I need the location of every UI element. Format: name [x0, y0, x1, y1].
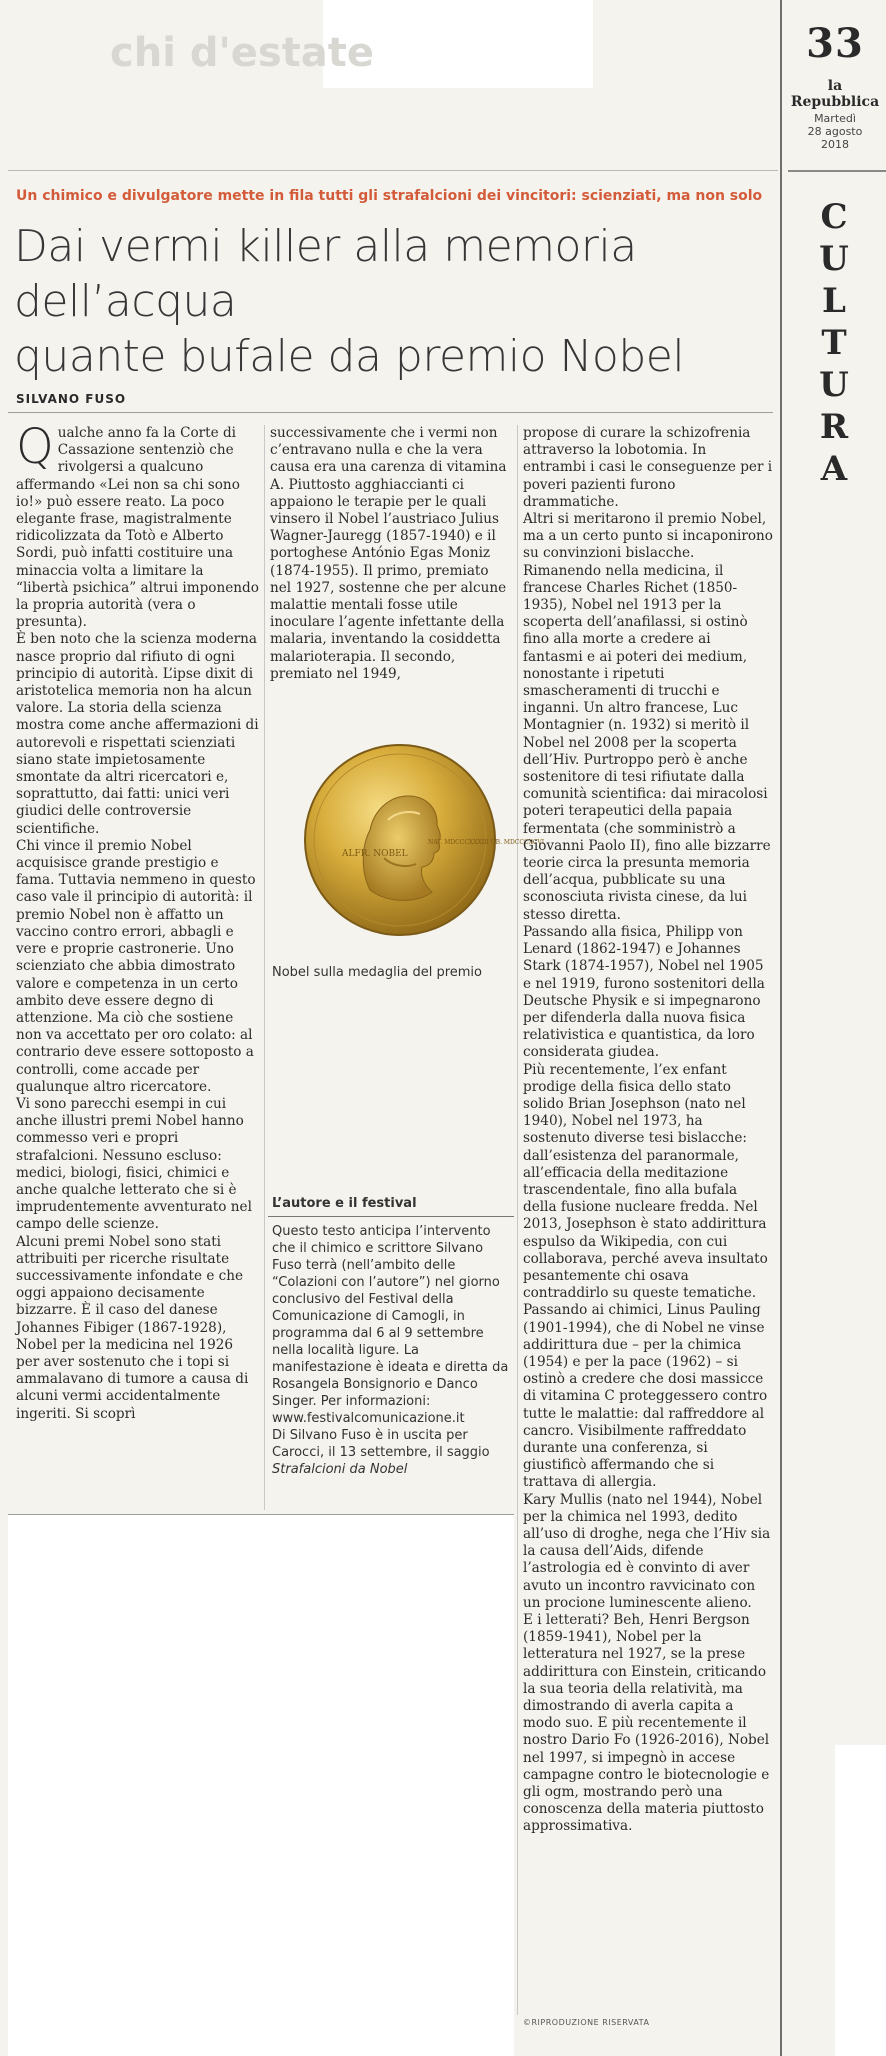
- page-number: 33: [806, 20, 864, 67]
- photo-caption: Nobel sulla medaglia del premio: [272, 965, 482, 980]
- article-byline: SILVANO FUSO: [16, 392, 127, 406]
- paragraph: Più recentemente, l’ex enfant prodige della fisica dello stato solido Brian Josephson (nato nel 1940), Nobel nel 1973, ha sostenuto diverse tesi bislacche: dall’esistenza del paranormale, all’efficacia della meditazione trascendentale, fino alla bufala della fusione nucleare fredda. Nel 2013, Josephson è stato addirittura espulso da Wikipedia, con cui collaborava, perché aveva insultato pesantemente chi osava contraddirlo su queste tematiche.: [523, 1061, 768, 1302]
- paragraph: Passando ai chimici, Linus Pauling (1901-1994), che di Nobel ne vinse addirittura due – per la chimica (1954) e per la pace (1962) – si ostinò a credere che dosi massicce di vitamina C proteggessero contro tutte le malattie: dal raffreddore al cancro. Visibilmente raffreddato durante una conferenza, si giustificò affermando che si trattava di allergia.: [523, 1302, 768, 1491]
- section-letter: R: [819, 407, 851, 447]
- article-column-2: [270, 425, 514, 683]
- previous-page-heading-ghost: chi d'estate: [110, 30, 375, 76]
- nobel-medal-photo: [300, 740, 545, 940]
- column-divider: [264, 425, 265, 1510]
- medal-inscription-left: ALFR. NOBEL: [342, 849, 408, 859]
- nobel-medal-image: [300, 740, 545, 940]
- issue-year: 2018: [821, 138, 849, 151]
- info-box-title: L’autore e il festival: [272, 1196, 417, 1211]
- newspaper-name: la Repubblica: [790, 78, 880, 110]
- column-divider: [517, 425, 518, 2015]
- article-top-rule: [8, 170, 778, 171]
- paragraph: Chi vince il premio Nobel acquisisce grande prestigio e fama. Tuttavia nemmeno in questo caso vale il principio di autorità: il premio Nobel non è affatto un vaccino contro errori, abbagli e vere e proprie castronerie. Uno scienziato che abbia dimostrato valore e competenza in un certo ambito deve essere degno di attenzione. Ma ciò che sostiene non va accettato per oro colato: al contrario deve essere sottoposto a controlli, come accade per qualunque altro ricercatore.: [16, 837, 256, 1095]
- section-letter: C: [820, 197, 850, 237]
- headline-line-1: Dai vermi killer alla memoria dell’acqua: [14, 221, 637, 327]
- section-label: [810, 196, 860, 490]
- paragraph: Vi sono parecchi esempi in cui anche illustri premi Nobel hanno commesso veri e propri strafalcioni. Nessuno escluso: medici, biologi, fisici, chimici e anche qualche letterato che si è imprudentemente avventurato nel campo delle scienze.: [16, 1095, 252, 1233]
- paragraph: successivamente che i vermi non c’entravano nulla e che la vera causa era una carenza di vitamina A. Piuttosto agghiaccianti ci appaiono le terapie per le quali vinsero il Nobel l’austriaco Julius Wagner-Jauregg (1857-1940) e il portoghese António Egas Moniz (1874-1955). Il primo, premiato nel 1927, sostenne che per alcune malattie mentali fosse utile inoculare l’agente infettante della malaria, inventando la cosiddetta malarioterapia. Il secondo, premiato nel 1949,: [270, 425, 507, 682]
- info-box-text: [272, 1223, 512, 1478]
- medal-inscription-right: NAT. MDCCCXXXIII OB. MDCCCXCVI: [428, 839, 545, 846]
- paragraph-text: ualche anno fa la Corte di Cassazione sentenziò che rivolgersi a qualcuno affermando «Lei non sa chi sono io!» può essere reato. La poco elegante frase, magistralmente ridicolizzata da Totò e Alberto Sordi, può infatti costituire una minaccia volta a limitare la “libertà psichica” altrui imponendo la propria autorità (vera o presunta).: [16, 425, 259, 631]
- cropped-area-bottom-left: [8, 1515, 514, 2056]
- headline-line-2: quante bufale da premio Nobel: [14, 331, 685, 382]
- article-column-3: [523, 425, 773, 1836]
- book-announcement: Di Silvano Fuso è in uscita per Carocci, il 13 settembre, il saggio: [272, 1428, 490, 1460]
- issue-date: [792, 112, 878, 151]
- info-box-rule: [268, 1216, 514, 1217]
- cropped-area-right: [835, 1745, 886, 2056]
- sidebar-divider: [780, 0, 782, 2056]
- paragraph: Passando alla fisica, Philipp von Lenard (1862-1947) e Johannes Stark (1874-1957), Nobel nel 1905 e nel 1919, furono sostenitori della Deutsche Physik e si impegnarono per difenderla dalla nuova fisica relativistica e quantistica, da loro considerata giudea.: [523, 923, 765, 1061]
- info-box-paragraph: [272, 1427, 512, 1478]
- section-letter: U: [819, 239, 851, 279]
- drop-cap: Q: [16, 419, 54, 475]
- paragraph: [16, 419, 259, 631]
- reproduction-notice: ©RIPRODUZIONE RISERVATA: [523, 2018, 650, 2027]
- paragraph: Altri si meritarono il premio Nobel, ma a un certo punto si incaponirono su convinzioni bislacche. Rimanendo nella medicina, il francese Charles Richet (1850-1935), Nobel nel 1913 per la scoperta dell’anafilassi, si ostinò fino alla morte a credere ai fantasmi e ai poteri dei medium, nonostante i ripetuti smascheramenti di trucchi e inganni. Un altro francese, Luc Montagnier (n. 1932) si meritò il Nobel nel 2008 per la scoperta dell’Hiv. Purtroppo però è anche sostenitore di tesi rifiutate dalla comunità scientifica: dai miracolosi poteri terapeutici della papaia fermentata (che somministrò a Giovanni Paolo II), fino alle bizzarre teorie circa la presunta memoria dell’acqua, pubblicate su una sconosciuta rivista cinese, da lui stesso diretta.: [523, 511, 773, 923]
- section-letter: L: [822, 281, 848, 321]
- paragraph: Alcuni premi Nobel sono stati attribuiti per ricerche risultate successivamente infondate e che oggi appaiono decisamente bizzarre. È il caso del danese Johannes Fibiger (1867-1928), Nobel per la medicina nel 1926 per aver sostenuto che i topi si ammalavano di tumore a causa di alcuni vermi accidentalmente ingeriti. Si scoprì: [16, 1233, 249, 1422]
- byline-rule: [8, 412, 773, 413]
- article-column-1: [16, 419, 259, 1423]
- section-letter: A: [820, 449, 850, 489]
- article-kicker: Un chimico e divulgatore mette in fila tutti gli strafalcioni dei vincitori: scienziati, ma non solo: [16, 188, 763, 204]
- issue-day-month: 28 agosto: [807, 125, 863, 138]
- issue-weekday: Martedì: [814, 112, 856, 125]
- section-letter: T: [821, 323, 849, 363]
- paragraph: propose di curare la schizofrenia attraverso la lobotomia. In entrambi i casi le conseguenze per i poveri pazienti furono drammatiche.: [523, 425, 773, 510]
- info-box-paragraph: Questo testo anticipa l’intervento che il chimico e scrittore Silvano Fuso terrà (nell’ambito delle “Colazioni con l’autore”) nel giorno conclusivo del Festival della Comunicazione di Camogli, in programma dal 6 al 9 settembre nella località ligure. La manifestazione è ideata e diretta da Rosangela Bonsignorio e Danco Singer. Per informazioni: www.festivalcomunicazione.it: [272, 1224, 509, 1426]
- article-headline: [14, 219, 774, 384]
- paragraph: E i letterati? Beh, Henri Bergson (1859-1941), Nobel per la letteratura nel 1927, se la prese addirittura con Einstein, criticando la sua teoria della relatività, ma dimostrando di averla capita a modo suo. E più recentemente il nostro Dario Fo (1926-2016), Nobel nel 1997, si impegnò in accese campagne contro le biotecnologie e gli ogm, mostrando però una conoscenza della materia piuttosto approssimativa.: [523, 1612, 770, 1835]
- section-letter: U: [819, 365, 851, 405]
- paragraph: Kary Mullis (nato nel 1944), Nobel per la chimica nel 1993, dedito all’uso di droghe, nega che l’Hiv sia la causa dell’Aids, difende l’astrologia ed è convinto di aver avuto un incontro ravvicinato con un procione luminescente alieno.: [523, 1491, 771, 1611]
- section-divider: [788, 170, 886, 172]
- article-bottom-rule: [8, 1514, 514, 1515]
- book-title: Strafalcioni da Nobel: [272, 1462, 408, 1477]
- paragraph: È ben noto che la scienza moderna nasce proprio dal rifiuto di ogni principio di autorità. L’ipse dixit di aristotelica memoria non ha alcun valore. La storia della scienza mostra come anche affermazioni di autorevoli e rispettati scienziati siano state impietosamente smontate da altri ricercatori e, soprattutto, dai fatti: unici veri giudici delle controversie scientifiche.: [16, 631, 259, 837]
